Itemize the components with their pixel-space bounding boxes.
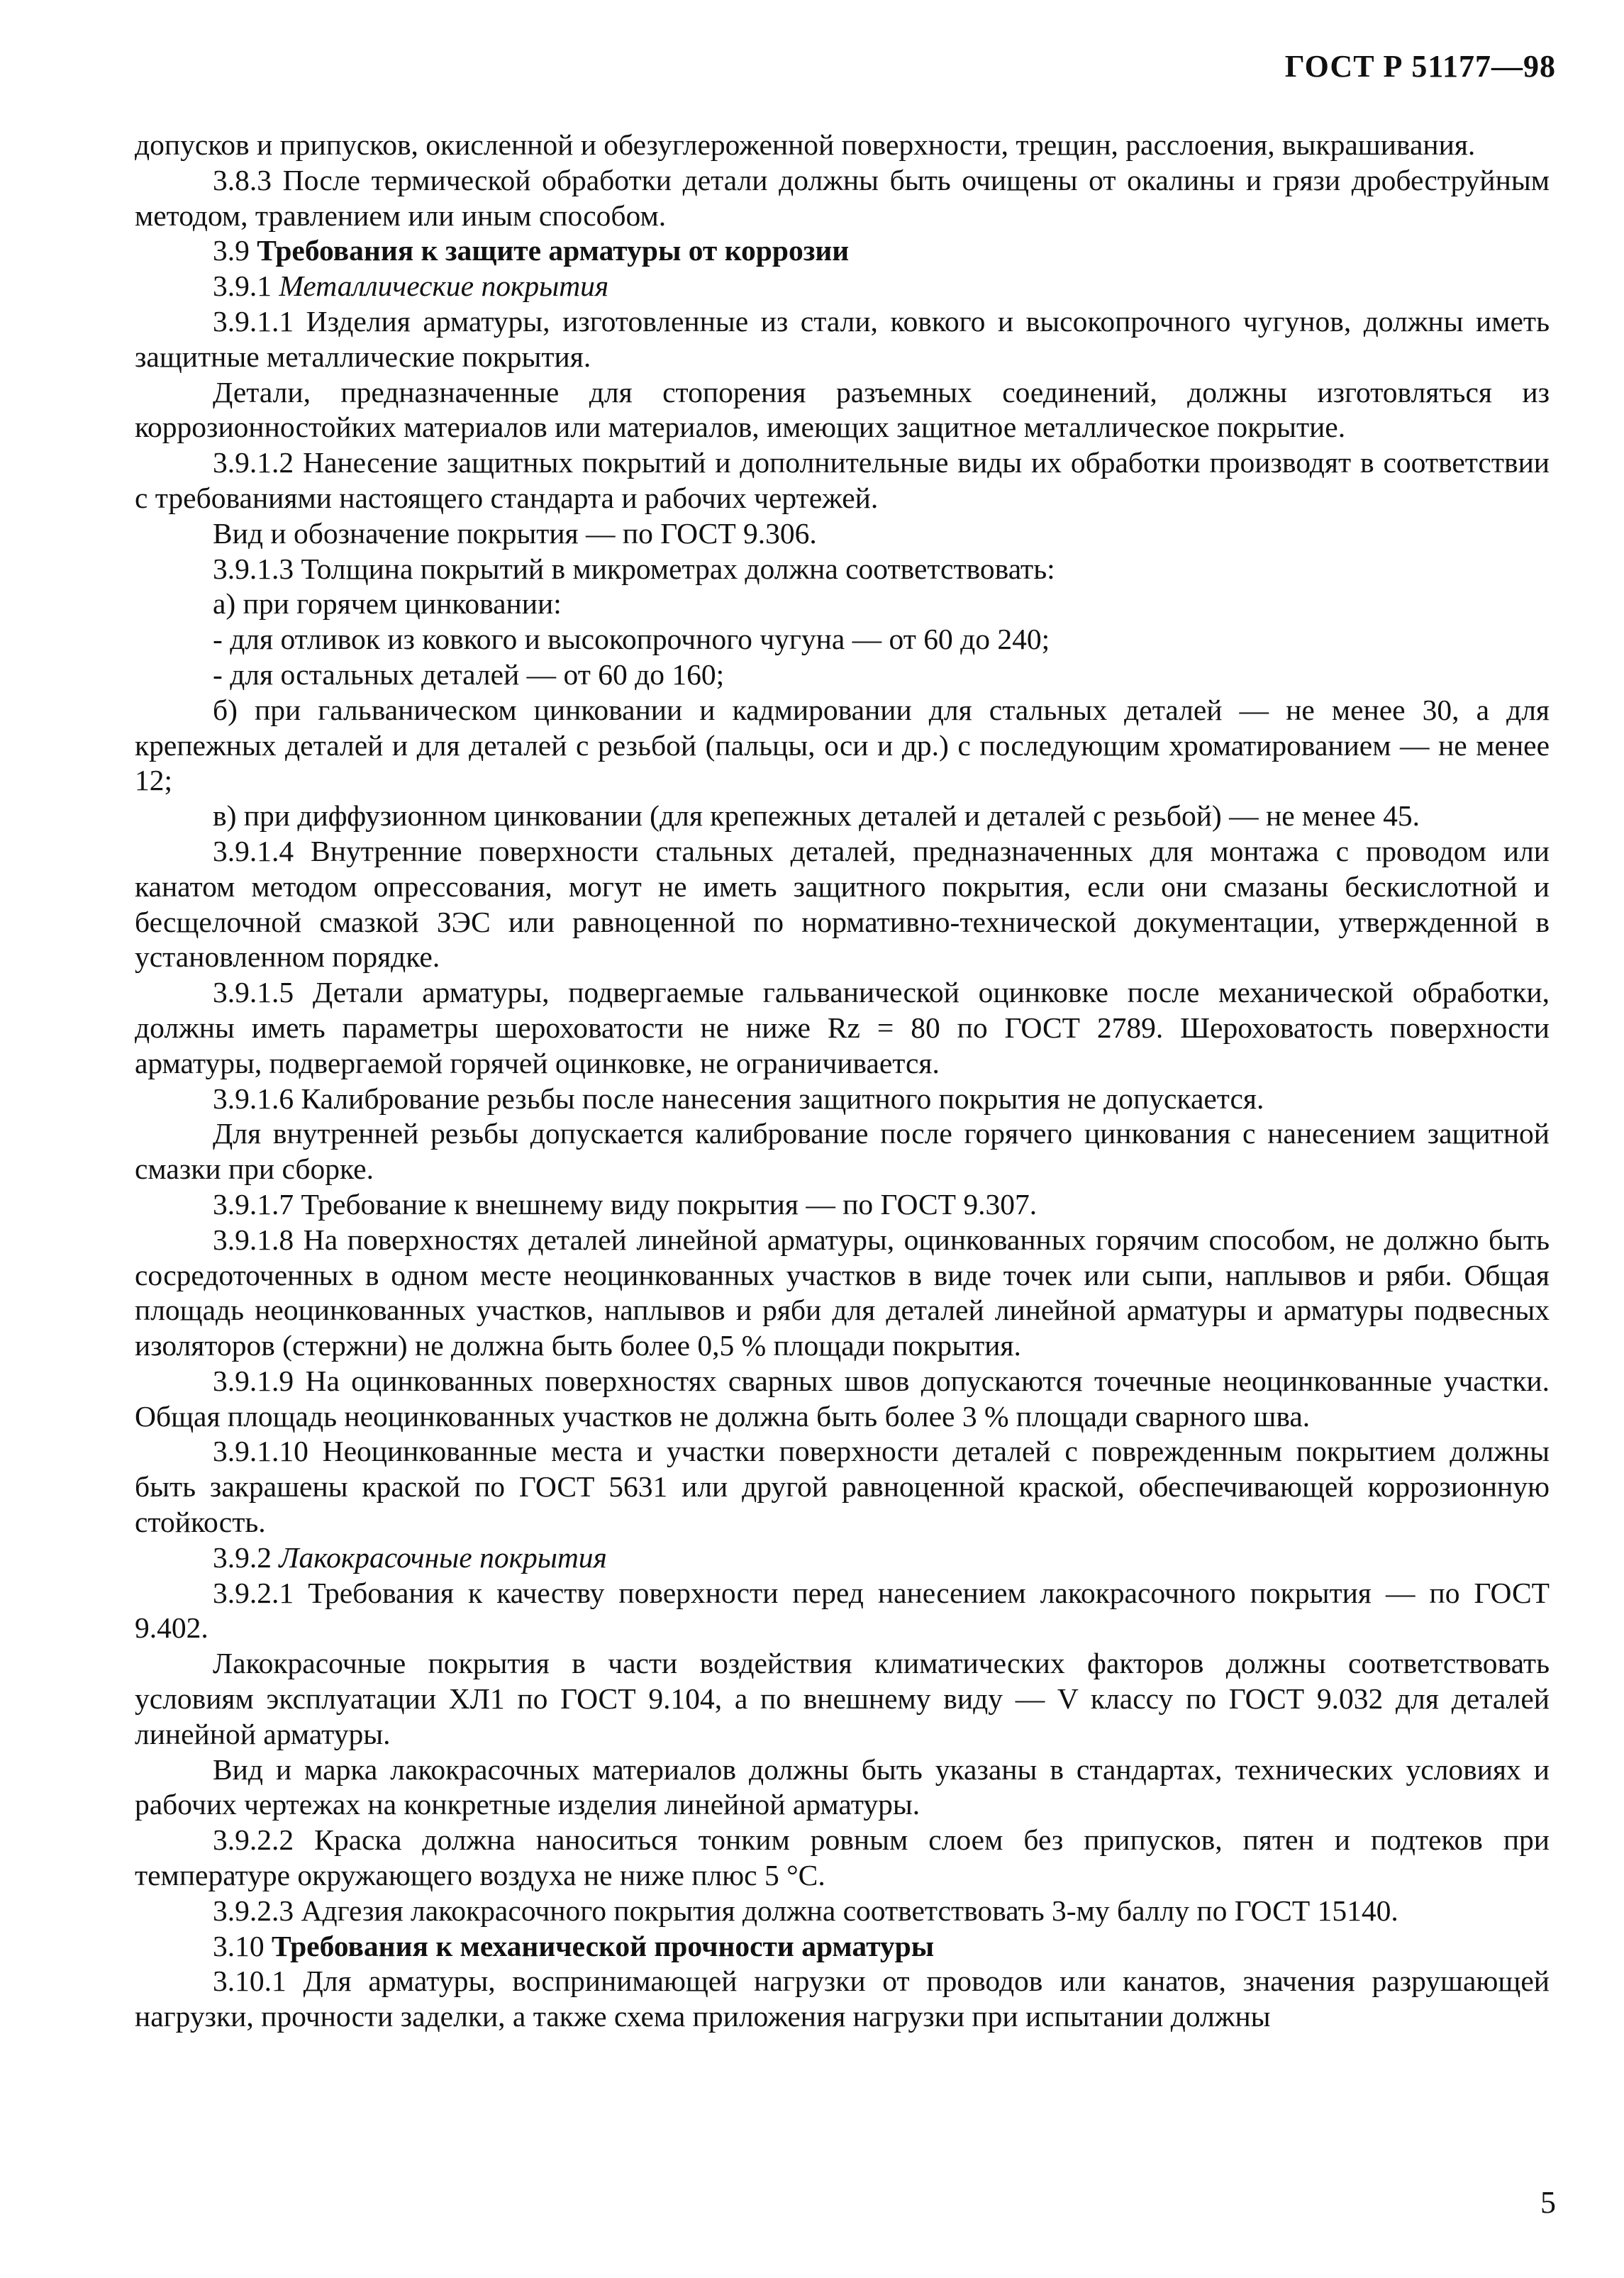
section-number: 3.9.1 [213, 270, 272, 303]
page-number: 5 [1540, 2185, 1556, 2220]
section-number: 3.10 [213, 1929, 265, 1962]
section-title: Металлические покрытия [279, 270, 609, 303]
paragraph: 3.9.1.3 Толщина покрытий в микрометрах должна соответствовать: [213, 552, 1055, 585]
paragraph: - для остальных деталей — от 60 до 160; [213, 657, 725, 691]
section-heading [135, 1540, 1550, 1576]
section-heading [135, 1929, 1550, 1965]
section-heading [135, 233, 1550, 269]
paragraph: 3.8.3 После термической обработки детали должны быть очищены от окалины и грязи дробеструйным методом, травлением или иным способом. [135, 163, 1550, 232]
paragraph: 3.9.2.1 Требования к качеству поверхности перед нанесением лакокрасочного покрытия — по ГОСТ 9.402. [135, 1576, 1550, 1645]
paragraph: 3.9.1.8 На поверхностях деталей линейной арматуры, оцинкованных горячим способом, не должно быть сосредоточенных в одном месте неоцинкованных участков в виде точек или сыпи, наплывов и ряби. Общая площадь неоцинкованных участков, наплывов и ряби для деталей линейной арматуры и арматуры подвесных изоляторов (стержни) не должна быть более 0,5 % площади покрытия. [135, 1223, 1550, 1362]
paragraph: 3.9.1.9 На оцинкованных поверхностях сварных швов допускаются точечные неоцинкованные участки. Общая площадь неоцинкованных участков не должна быть более 3 % площади сварного шва. [135, 1364, 1550, 1433]
paragraph: Вид и обозначение покрытия — по ГОСТ 9.306. [213, 516, 817, 550]
paragraph: 3.9.2.2 Краска должна наноситься тонким ровным слоем без припусков, пятен и подтеков при температуре окружающего воздуха не ниже плюс 5 °С. [135, 1823, 1550, 1892]
paragraph: допусков и припусков, окисленной и обезуглероженной поверхности, трещин, расслоения, выкрашивания. [135, 128, 1476, 161]
section-heading [135, 269, 1550, 304]
paragraph: 3.10.1 Для арматуры, воспринимающей нагрузки от проводов или канатов, значения разрушающей нагрузки, прочности заделки, а также схема приложения нагрузки при испытании должны [135, 1965, 1550, 2033]
paragraph: 3.9.1.6 Калибрование резьбы после нанесения защитного покрытия не допускается. [213, 1082, 1264, 1115]
paragraph: 3.9.1.7 Требование к внешнему виду покрытия — по ГОСТ 9.307. [213, 1187, 1038, 1221]
document-code: ГОСТ Р 51177—98 [1284, 49, 1556, 84]
paragraph: Вид и марка лакокрасочных материалов должны быть указаны в стандартах, технических условиях и рабочих чертежах на конкретные изделия линейной арматуры. [135, 1752, 1550, 1821]
paragraph: 3.9.1.10 Неоцинкованные места и участки поверхности деталей с поврежденным покрытием должны быть закрашены краской по ГОСТ 5631 или другой равноценной краской, обеспечивающей коррозионную стойкость. [135, 1435, 1550, 1539]
paragraph: 3.9.1.2 Нанесение защитных покрытий и дополнительные виды их обработки производят в соответствии с требованиями настоящего стандарта и рабочих чертежей. [135, 446, 1550, 514]
paragraph: Лакокрасочные покрытия в части воздействия климатических факторов должны соответствовать условиям эксплуатации ХЛ1 по ГОСТ 9.104, а по внешнему виду — V классу по ГОСТ 9.032 для деталей линейной арматуры. [135, 1647, 1550, 1750]
section-number: 3.9.2 [213, 1540, 272, 1574]
paragraph: 3.9.1.5 Детали арматуры, подвергаемые гальванической оцинковке после механической обработки, должны иметь параметры шероховатости не ниже Rz = 80 по ГОСТ 2789. Шероховатость поверхности арматуры, подвергаемой горячей оцинковке, не ограничивается. [135, 976, 1550, 1079]
section-title: Лакокрасочные покрытия [279, 1540, 607, 1574]
paragraph: Детали, предназначенные для стопорения разъемных соединений, должны изготовляться из коррозионностойких материалов или материалов, имеющих защитное металлическое покрытие. [135, 375, 1550, 444]
section-title: Требования к механической прочности арматуры [272, 1929, 935, 1962]
section-title: Требования к защите арматуры от коррозии [257, 234, 850, 267]
paragraph: Для внутренней резьбы допускается калибрование после горячего цинкования с нанесением защитной смазки при сборке. [135, 1117, 1550, 1186]
section-number: 3.9 [213, 234, 250, 267]
paragraph: 3.9.1.4 Внутренние поверхности стальных деталей, предназначенных для монтажа с проводом или канатом методом опрессования, могут не иметь защитного покрытия, если они смазаны бескислотной и бесщелочной смазкой ЗЭС или равноценной по нормативно-технической документации, утвержденной в установленном порядке. [135, 834, 1550, 974]
paragraph: б) при гальваническом цинковании и кадмировании для стальных деталей — не менее 30, а для крепежных деталей и для деталей с резьбой (пальцы, оси и др.) с последующим хроматированием — не менее 12; [135, 693, 1550, 797]
paragraph: 3.9.1.1 Изделия арматуры, изготовленные из стали, ковкого и высокопрочного чугунов, должны иметь защитные металлические покрытия. [135, 304, 1550, 373]
body-text [135, 128, 1550, 2035]
paragraph: 3.9.2.3 Адгезия лакокрасочного покрытия должна соответствовать 3-му баллу по ГОСТ 15140. [213, 1894, 1398, 1927]
paragraph: в) при диффузионном цинковании (для крепежных деталей и деталей с резьбой) — не менее 45. [213, 799, 1420, 833]
paragraph: а) при горячем цинковании: [213, 587, 562, 621]
paragraph: - для отливок из ковкого и высокопрочного чугуна — от 60 до 240; [213, 623, 1050, 656]
